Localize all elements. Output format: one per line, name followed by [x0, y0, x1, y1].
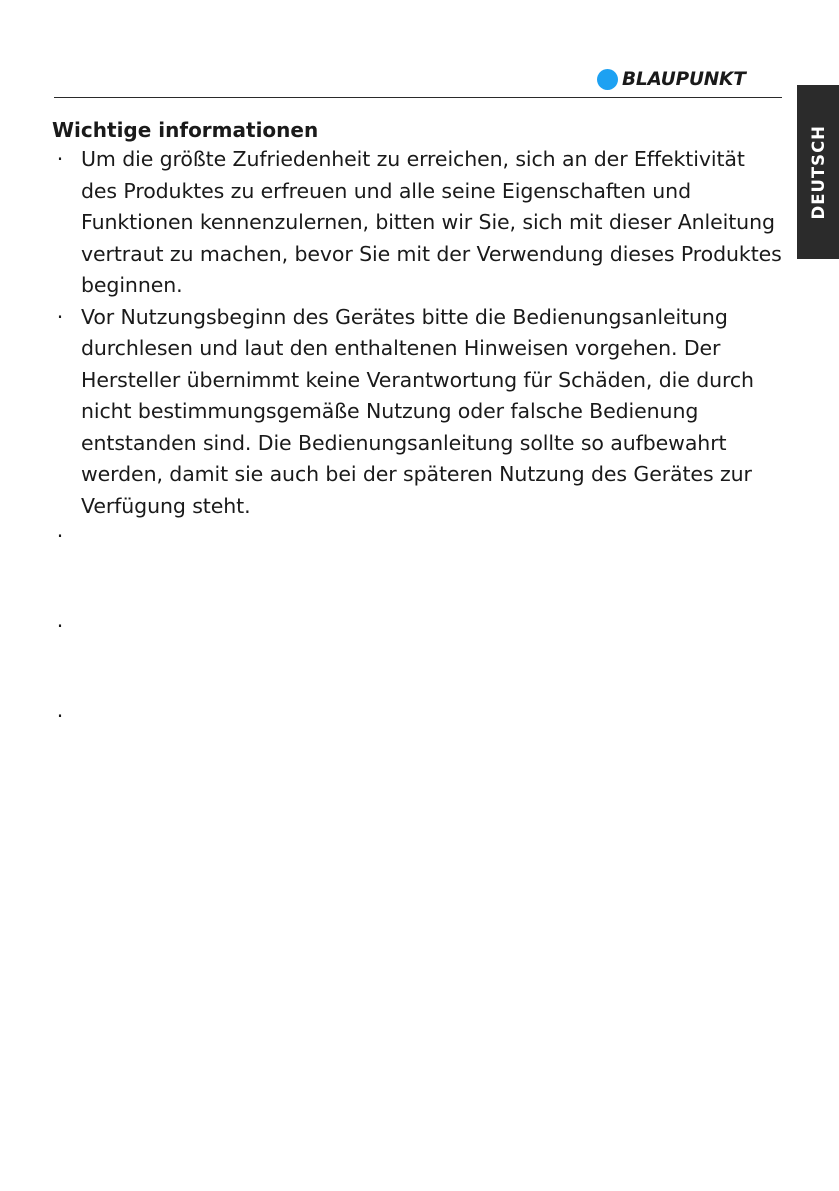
- list-item: [52, 522, 782, 612]
- blaupunkt-logo: [597, 66, 746, 92]
- bullet-icon: ·: [56, 524, 64, 548]
- language-tab: [797, 85, 839, 259]
- header-divider: [54, 97, 782, 98]
- page-content: [52, 116, 782, 792]
- bullet-icon: ·: [56, 704, 64, 728]
- brand-name: BLAUPUNKT: [622, 68, 746, 90]
- bullet-icon: ·: [56, 304, 64, 329]
- list-item-text: Vor Nutzungsbeginn des Gerätes bitte die Bedienungsanleitung durchlesen und laut den enthaltenen Hinweisen vorgehen. Der Hersteller übernimmt keine Verantwortung für Schäden, die durch nicht bestimmungsgemäße Nutzung oder falsche Bedienung entstanden sind. Die Bedienungsanleitung sollte so aufbewahrt werden, damit sie auch bei der späteren Nutzung des Gerätes zur Verfügung steht.: [81, 304, 754, 518]
- bullet-icon: ·: [56, 614, 64, 638]
- bullet-icon: ·: [56, 147, 64, 171]
- list-item: [52, 302, 782, 523]
- language-tab-label: DEUTSCH: [808, 124, 828, 220]
- brand-dot-icon: [597, 69, 618, 90]
- list-item: [52, 612, 782, 702]
- list-item: [52, 702, 782, 792]
- list-item: [52, 144, 782, 302]
- section-title: Wichtige informationen: [52, 118, 319, 142]
- list-item-text: Um die größte Zufriedenheit zu erreichen, sich an der Effektivität des Produktes zu erfreuen und alle seine Eigenschaften und Funktionen kennenzulernen, bitten wir Sie, sich mit dieser Anleitung vertraut zu machen, bevor Sie mit der Verwendung dieses Produktes beginnen.: [81, 147, 782, 297]
- info-bullet-list: [52, 144, 782, 792]
